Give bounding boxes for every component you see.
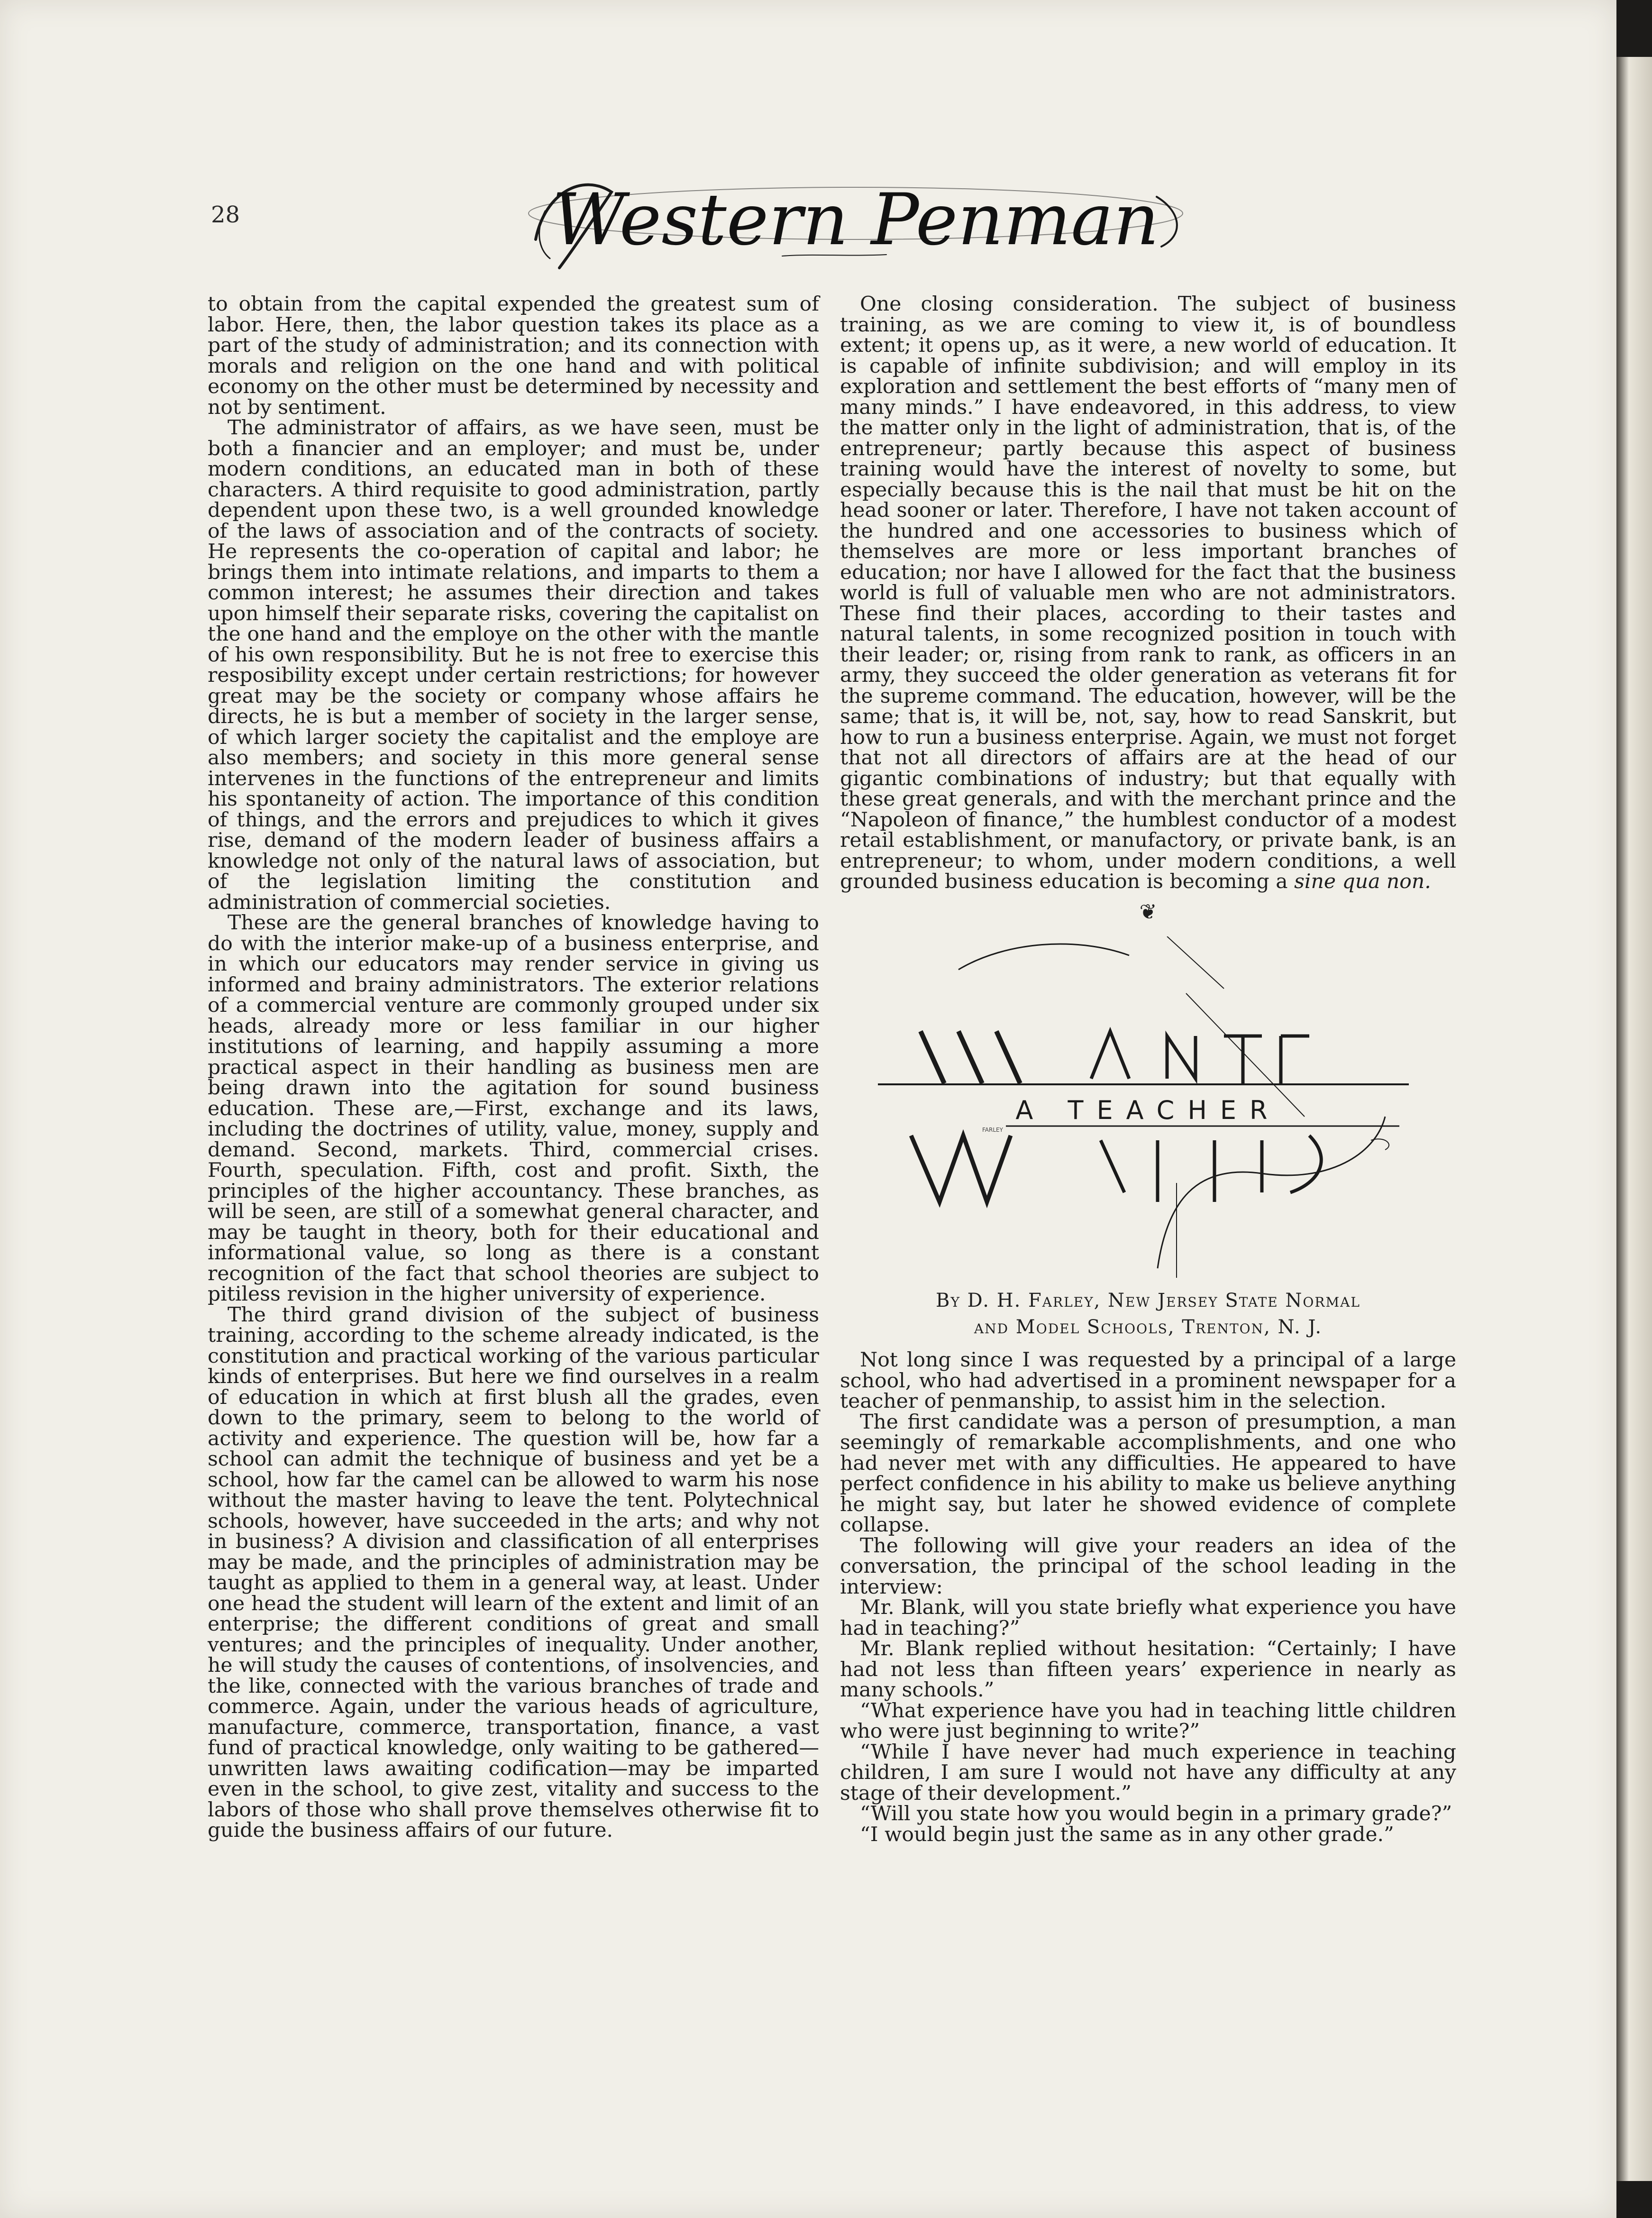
illustration-signature: FARLEY: [982, 1127, 1003, 1133]
paragraph: The first candidate was a person of presumption, a man seemingly of remarkable accomplishments, and one who had never met with any difficulties. He appeared to have perfect confidence in his ability to make us believe anything he might say, but later he showed evidence of complete collapse.: [840, 1410, 1456, 1537]
masthead-logo: [517, 164, 1195, 287]
paragraph: These are the general branches of knowledge having to do with the interior make-up of a business enterprise, and in which our educators may render service in giving us informed and brainy administrators. The exterior relations of a commercial venture are commonly grouped under six heads, already more or less familiar in our higher institutions of learning, and happily assuming a more practical aspect in their handling as business men are being drawn into the agitation for sound business education. These are,—First, exchange and its laws, including the doctrines of utility, value, money, supply and demand. Second, markets. Third, commercial crises. Fourth, speculation. Fifth, cost and profit. Sixth, the principles of the higher accountancy. These branches, as will be seen, are still of a somewhat general character, and may be taught in theory, both for their educational and informational value, so long as there is a constant recognition of the fact that school theories are subject to pitiless revision in the higher university of experience.: [208, 911, 819, 1306]
emphasis-phrase: sine qua non.: [1294, 870, 1431, 893]
paragraph: [840, 294, 1456, 892]
paragraph: The following will give your readers an idea of the conversation, the principal of the school leading in the interview:: [840, 1534, 1456, 1599]
illustration-subtitle: A TEACHER: [1015, 1095, 1281, 1125]
illustration-title: WANTED: [1137, 1075, 1159, 1080]
paragraph: The third grand division of the subject of business training, according to the scheme already indicated, is the constitution and practical working of the various particular kinds of enterprises. But here we find ourselves in a realm of education in which at first blush all the grades, even down to the primary, seem to belong to the world of activity and experience. The question will be, how far a school can admit the technique of business and yet be a school, how far the camel can be allowed to warm his nose without the master having to leave the tent. Polytechnical schools, however, have succeeded in the arts; and why not in business? A division and classification of all enterprises may be made, and the principles of administration may be taught as applied to them in a general way, at least. Under one head the student will learn of the extent and limit of an enterprise; the different conditions of great and small ventures; and the principles of inequality. Under another, he will study the causes of contentions, of insolvencies, and the like, connected with the various branches of trade and commerce. Again, under the various heads of agriculture, manufacture, commerce, transportation, finance, a vast fund of practical knowledge, only waiting to be gathered—unwritten laws awaiting codification—may be imparted even in the school, to give zest, vitality and success to the labors of those who shall prove themselves otherwise fit to guide the business affairs of our future.: [208, 1303, 819, 1842]
ornament-icon: ❦: [1139, 899, 1157, 924]
next-page-edge: [1616, 57, 1652, 2181]
paragraph: “Will you state how you would begin in a primary grade?”: [860, 1802, 1452, 1825]
paragraph: Mr. Blank replied without hesitation: “Certainly; I have had not less than fifteen years’ experience in nearly as many schools.”: [840, 1637, 1456, 1702]
paragraph: “While I have never had much experience in teaching children, I am sure I would not have any difficulty at any stage of their development.”: [840, 1740, 1456, 1805]
byline: [840, 1287, 1456, 1340]
paragraph: Mr. Blank, will you state briefly what experience you have had in teaching?”: [840, 1596, 1456, 1640]
paragraph: The administrator of affairs, as we have seen, must be both a financier and an employer; and must be, under modern conditions, an educated man in both of these characters. A third requisite to good administration, partly dependent upon these two, is a well grounded knowledge of the laws of association and of the contracts of society. He represents the co-operation of capital and labor; he brings them into intimate relations, and imparts to them a common interest; he assumes their direction and takes upon himself their separate risks, covering the capitalist on the one hand and the employe on the other with the mantle of his own responsibility. But he is not free to exercise this resposibility except under certain restrictions; for however great may be the society or company whose affairs he directs, he is but a member of society in the larger sense, of which larger society the capitalist and the employe are also members; and society in this more general sense intervenes in the functions of the entrepreneur and limits his spontaneity of action. The importance of this condition of things, and the errors and prejudices to which it gives rise, demand of the modern leader of business affairs a knowledge not only of the natural laws of association, but of the legislation limiting the constitution and administration of commercial societies.: [208, 416, 819, 914]
paragraph: Not long since I was requested by a principal of a large school, who had advertised in a prominent newspaper for a teacher of penmanship, to assist him in the selection.: [840, 1348, 1456, 1413]
page-number: 28: [211, 202, 240, 228]
byline-line: and Model Schools, Trenton, N. J.: [974, 1316, 1323, 1338]
right-column: [840, 294, 1456, 1845]
paragraph: “I would begin just the same as in any other grade.”: [860, 1823, 1394, 1846]
masthead-title: Western Penman: [552, 179, 1159, 261]
paragraph: “What experience have you had in teaching little children who were just beginning to write?”: [840, 1699, 1456, 1743]
left-column: [208, 294, 819, 1841]
paragraph-text: One closing consideration. The subject of business training, as we are coming to view it, is of boundless extent; it opens up, as it were, a new world of education. It is capable of infinite subdivision; and will employ in its exploration and settlement the best efforts of “many men of many minds.” I have endeavored, in this address, to view the matter only in the light of administration, that is, of the entrepreneur; partly because this aspect of business training would have the interest of novelty to some, but especially because this is the nail that must be hit on the head sooner or later. Therefore, I have not taken account of the hundred and one accessories to business which of themselves are more or less important branches of education; nor have I allowed for the fact that the business world is full of valuable men who are not administrators. These find their places, according to their tastes and natural talents, in some recognized position in touch with their leader; or, rising from rank to rank, as officers in an army, they succeed the older generation as veterans fit for the supreme command. The education, however, will be the same; that is, it will be, not, say, how to read Sanskrit, but how to run a business enterprise. Again, we must not forget that not all directors of affairs are at the head of our gigantic combinations of industry; but that equally with these great generals, and with the merchant prince and the “Napoleon of finance,” the humblest conductor of a modest retail establishment, or manufactory, or private bank, is an entrepreneur; to whom, under modern conditions, a well grounded business education is becoming a: [840, 293, 1456, 893]
paragraph: to obtain from the capital expended the greatest sum of labor. Here, then, the labor question takes its place as a part of the study of administration; and its connection with morals and religion on the one hand and with political economy on the other must be determined by necessity and not by sentiment.: [208, 293, 819, 419]
byline-line: By D. H. Farley, New Jersey State Normal: [936, 1290, 1360, 1311]
wanted-illustration: [864, 936, 1433, 1278]
